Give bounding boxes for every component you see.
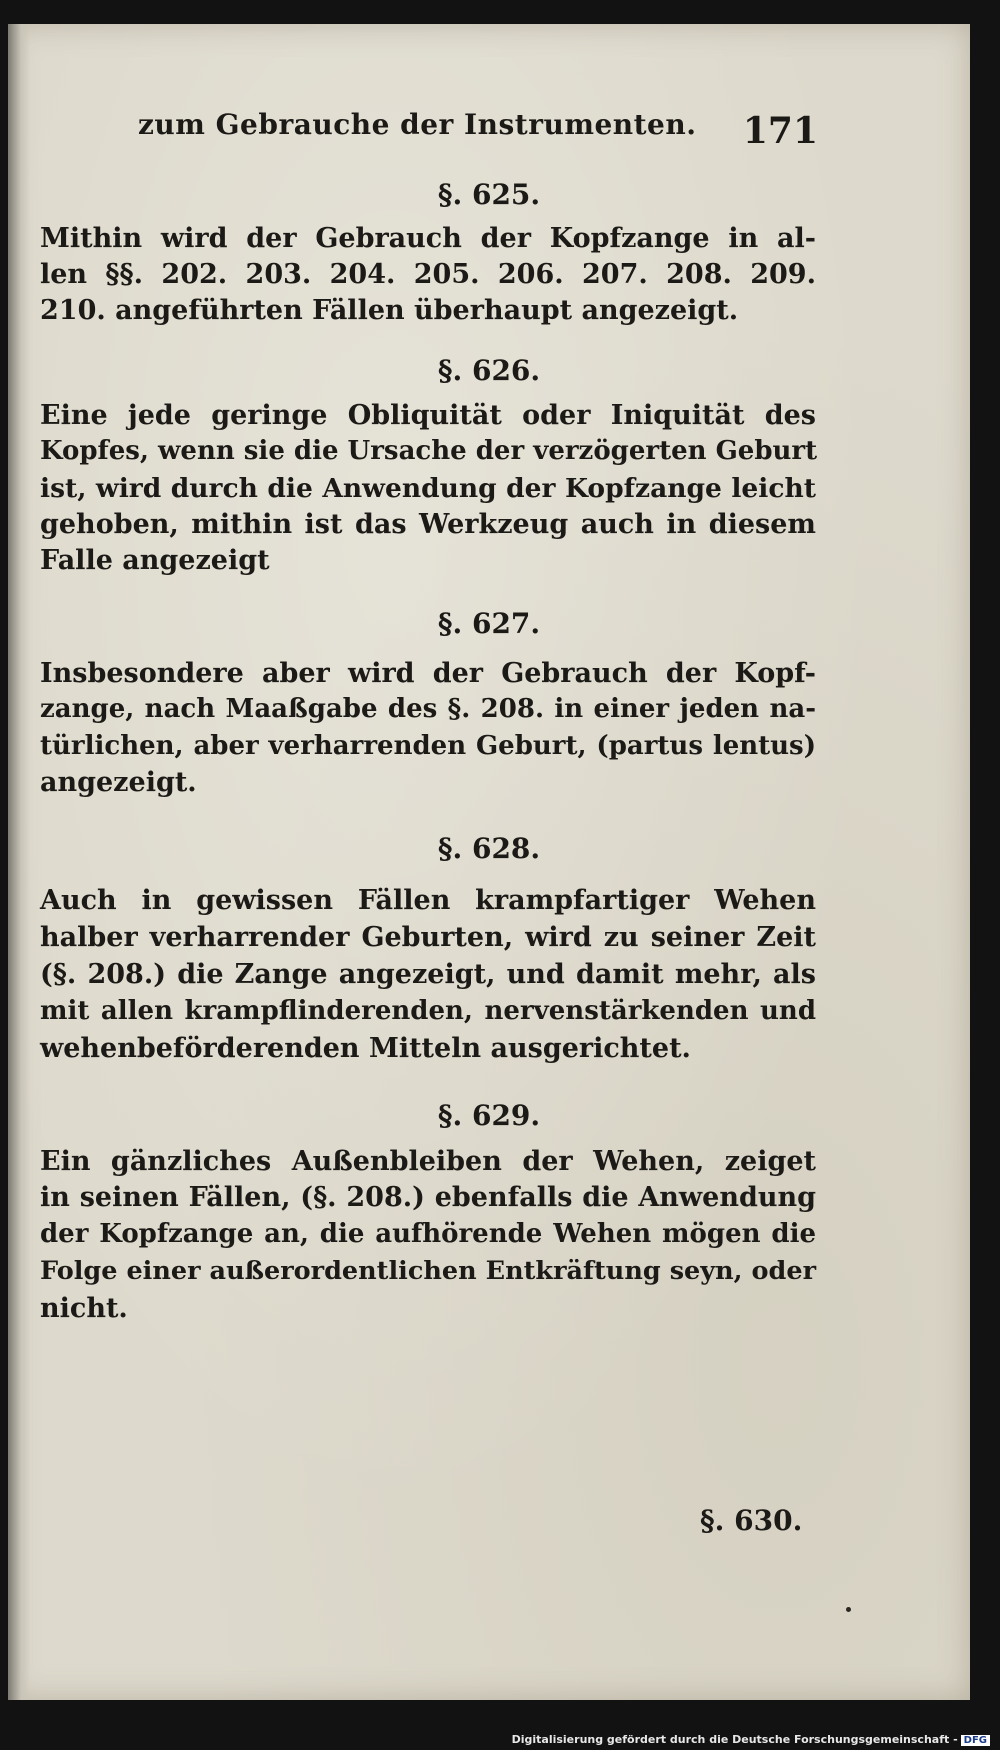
section-627-line-2: zange, nach Maaßgabe des §. 208. in einer jeden na-: [40, 694, 816, 724]
section-629-line-5: nicht.: [40, 1293, 128, 1324]
page-number: 171: [742, 110, 818, 152]
section-628-line-5: wehenbeförderenden Mitteln ausgerichtet.: [40, 1033, 691, 1064]
running-head: [138, 108, 818, 158]
book-page: [8, 24, 970, 1700]
section-628-line-3: (§. 208.) die Zange angezeigt, und damit mehr, als: [40, 959, 816, 990]
section-627-line-1: Insbesondere aber wird der Gebrauch der Kopf-: [40, 658, 816, 689]
section-629-line-4: Folge einer außerordentlichen Entkräftung seyn, oder: [40, 1256, 816, 1286]
running-title: zum Gebrauche der Instrumenten.: [138, 108, 697, 141]
section-626-line-4: gehoben, mithin ist das Werkzeug auch in diesem: [40, 509, 816, 540]
section-626-line-2: Kopfes, wenn sie die Ursache der verzögerten Geburt: [40, 436, 818, 466]
section-629-line-2: in seinen Fällen, (§. 208.) ebenfalls die Anwendung: [40, 1182, 816, 1213]
section-heading-626: §. 626.: [437, 354, 541, 387]
section-626-line-3: ist, wird durch die Anwendung der Kopfzange leicht: [40, 473, 816, 504]
ink-speck: [846, 1607, 851, 1612]
section-629-line-1: Ein gänzliches Außenbleiben der Wehen, zeiget: [40, 1146, 816, 1177]
section-626-line-5: Falle angezeigt: [40, 545, 270, 576]
section-628-line-2: halber verharrender Geburten, wird zu seiner Zeit: [40, 922, 816, 953]
catchword: §. 630.: [700, 1504, 803, 1537]
section-629-line-3: der Kopfzange an, die aufhörende Wehen mögen die: [40, 1219, 816, 1249]
dfg-logo: DFG: [961, 1735, 990, 1746]
section-heading-625: §. 625.: [437, 178, 541, 211]
section-628-line-1: Auch in gewissen Fällen krampfartiger Wehen: [40, 885, 816, 916]
section-heading-627: §. 627.: [437, 607, 541, 640]
section-625-line-1: Mithin wird der Gebrauch der Kopfzange in al-: [40, 223, 816, 254]
section-heading-629: §. 629.: [437, 1099, 541, 1132]
credit-text: Digitalisierung gefördert durch die Deutsche Forschungsgemeinschaft -: [511, 1733, 958, 1746]
page-gutter: [8, 24, 30, 1700]
section-heading-628: §. 628.: [437, 832, 541, 865]
section-627-line-3: türlichen, aber verharrenden Geburt, (partus lentus): [40, 731, 816, 761]
section-625-line-2: len §§. 202. 203. 204. 205. 206. 207. 208. 209.: [40, 259, 816, 290]
section-627-line-4: angezeigt.: [40, 767, 197, 798]
section-628-line-4: mit allen krampflinderenden, nervenstärkenden und: [40, 996, 816, 1026]
digitization-credit: [512, 1733, 990, 1746]
section-625-line-3: 210. angeführten Fällen überhaupt angezeigt.: [40, 295, 739, 326]
section-626-line-1: Eine jede geringe Obliquität oder Iniquität des: [40, 400, 816, 431]
